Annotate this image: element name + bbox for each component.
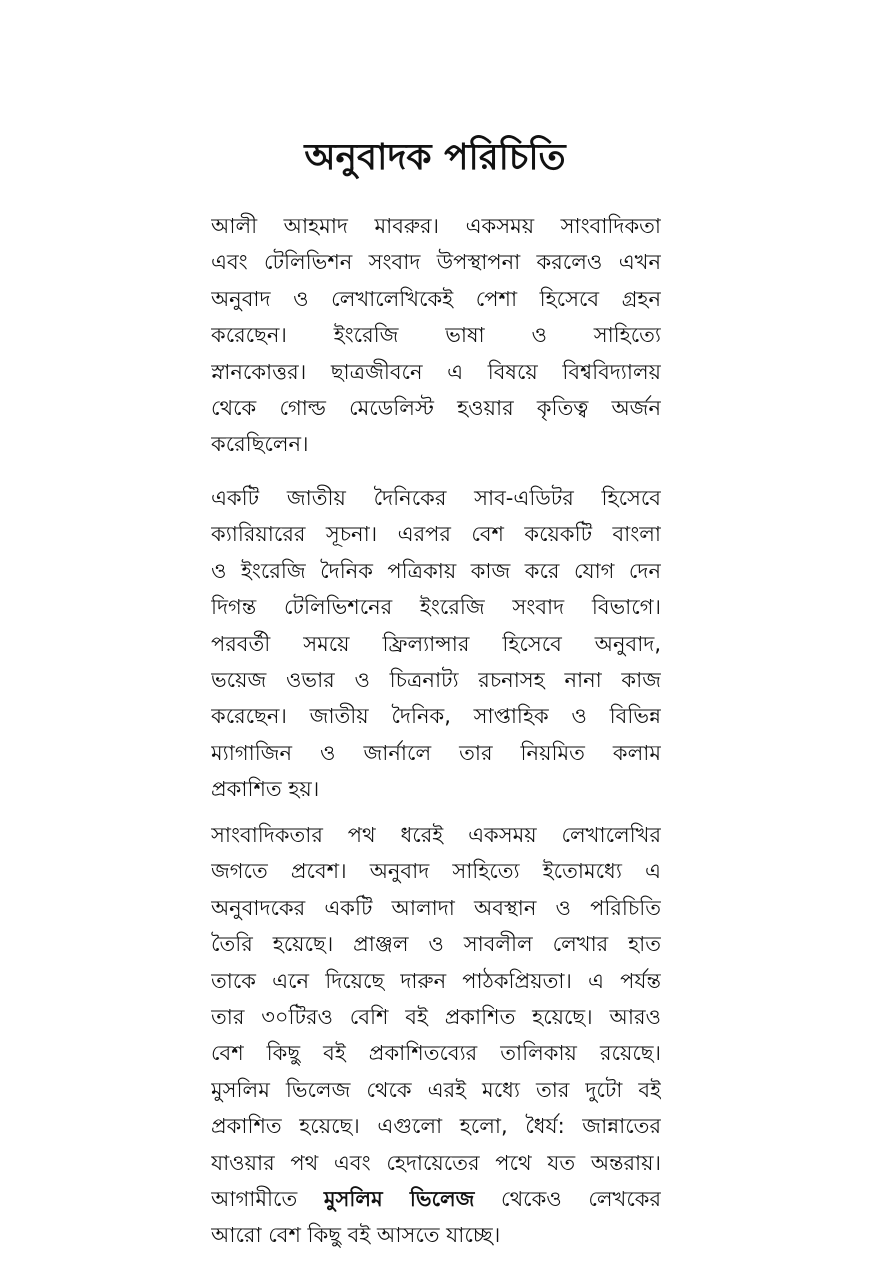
- text-line: মুসলিম ভিলেজ থেকে এরই মধ্যে তার দুটো বই: [211, 1077, 661, 1102]
- text-segment: আগামীতে: [211, 1187, 324, 1212]
- text-line: তৈরি হয়েছে। প্রাঞ্জল ও সাবলীল লেখার হাত: [211, 932, 661, 957]
- text-line: বেশ কিছু বই প্রকাশিতব্যের তালিকায় রয়েছে।: [211, 1041, 661, 1066]
- text-line: আরো বেশ কিছু বই আসতে যাচ্ছে।: [211, 1223, 501, 1248]
- text-line: প্রকাশিত হয়েছে। এগুলো হলো, ধৈর্য: জান্নাতের: [211, 1114, 661, 1139]
- text-line: ও ইংরেজি দৈনিক পত্রিকায় কাজ করে যোগ দেন: [211, 558, 661, 583]
- text-line: আলী আহমাদ মাবরুর। একসময় সাংবাদিকতা: [211, 214, 661, 238]
- text-line: সাংবাদিকতার পথ ধরেই একসময় লেখালেখির: [211, 823, 661, 847]
- publisher-name-bold: মুসলিম ভিলেজ: [323, 1187, 475, 1212]
- text-line: অনুবাদ ও লেখালেখিকেই পেশা হিসেবে গ্রহন: [211, 286, 661, 311]
- text-line: পরবর্তী সময়ে ফ্রিল্যান্সার হিসেবে অনুবাদ,: [211, 631, 661, 656]
- text-line: তাকে এনে দিয়েছে দারুন পাঠকপ্রিয়তা। এ পর্যন্ত: [211, 968, 661, 993]
- text-line: তার ৩০টিরও বেশি বই প্রকাশিত হয়েছে। আরও: [211, 1005, 661, 1030]
- text-line: করেছেন। জাতীয় দৈনিক, সাপ্তাহিক ও বিভিন্ন: [211, 704, 661, 729]
- text-line: ক্যারিয়ারের সূচনা। এরপর বেশ কয়েকটি বাংলা: [211, 522, 661, 547]
- text-line: যাওয়ার পথ এবং হেদায়েতের পথে যত অন্তরায়।: [211, 1150, 661, 1175]
- text-line: একটি জাতীয় দৈনিকের সাব-এডিটর হিসেবে: [211, 486, 661, 510]
- text-line: এবং টেলিভিশন সংবাদ উপস্থাপনা করলেও এখন: [211, 250, 661, 275]
- text-line: ভয়েজ ওভার ও চিত্রনাট্য রচনাসহ নানা কাজ: [211, 668, 661, 693]
- text-line: প্রকাশিত হয়।: [211, 777, 320, 802]
- text-line: থেকে গোল্ড মেডেলিস্ট হওয়ার কৃতিত্ব অর্জন: [211, 396, 661, 421]
- text-line-with-bold: [211, 1181, 661, 1217]
- text-line: অনুবাদকের একটি আলাদা অবস্থান ও পরিচিতি: [211, 895, 661, 920]
- text-line: করেছেন। ইংরেজি ভাষা ও সাহিত্যে: [211, 323, 661, 348]
- text-segment: থেকেও লেখকের: [474, 1187, 661, 1212]
- text-line: করেছিলেন।: [211, 432, 309, 457]
- text-line: জগতে প্রবেশ। অনুবাদ সাহিত্যে ইতোমধ্যে এ: [211, 859, 661, 884]
- paragraph-career: [211, 480, 661, 808]
- paragraph-intro: [211, 208, 661, 463]
- page-title: অনুবাদক পরিচিতি: [304, 137, 566, 178]
- text-line: স্নানকোত্তর। ছাত্রজীবনে এ বিষয়ে বিশ্ববিদ্যালয়: [211, 359, 661, 384]
- text-line: ম্যাগাজিন ও জার্নালে তার নিয়মিত কলাম: [211, 740, 661, 765]
- paragraph-writing: [211, 817, 661, 1254]
- text-line: দিগন্ত টেলিভিশনের ইংরেজি সংবাদ বিভাগে।: [211, 595, 661, 620]
